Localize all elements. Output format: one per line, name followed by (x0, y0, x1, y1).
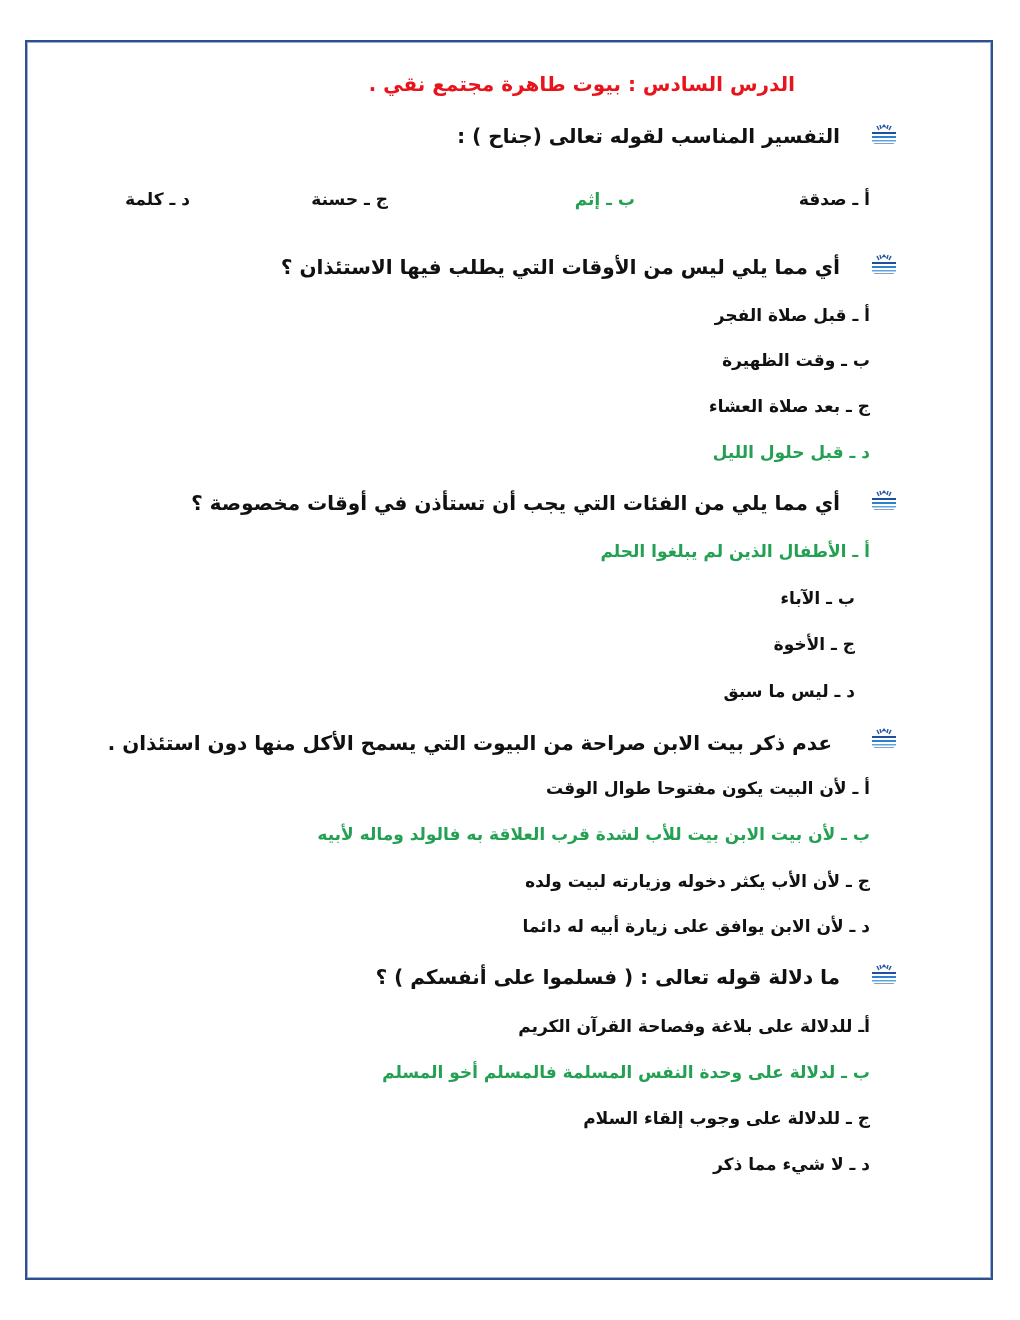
bullet-logo-icon (868, 252, 900, 276)
q1-option-a[interactable]: أ ـ صدقة (798, 190, 870, 210)
q4-option-b[interactable]: ب ـ لأن بيت الابن بيت للأب لشدة قرب العلاقة به فالولد وماله لأبيه (317, 825, 870, 845)
lesson-title: الدرس السادس : بيوت طاهرة مجتمع نقي . (368, 72, 795, 96)
q5-option-a[interactable]: أـ للدلالة على بلاغة وفصاحة القرآن الكريم (518, 1017, 870, 1037)
q2-option-b[interactable]: ب ـ وقت الظهيرة (722, 351, 870, 371)
q1-option-c[interactable]: ج ـ حسنة (311, 190, 388, 210)
q3-option-d[interactable]: د ـ ليس ما سبق (723, 682, 855, 702)
q3-option-c[interactable]: ج ـ الأخوة (773, 635, 855, 655)
q3-option-b[interactable]: ب ـ الآباء (780, 589, 855, 609)
q5-option-b[interactable]: ب ـ لدلالة على وحدة النفس المسلمة فالمسلم أخو المسلم (382, 1063, 870, 1083)
bullet-logo-icon (868, 122, 900, 146)
q1-option-d[interactable]: د ـ كلمة (125, 190, 190, 210)
q4-option-c[interactable]: ج ـ لأن الأب يكثر دخوله وزيارته لبيت ولده (525, 872, 870, 892)
q2-option-c[interactable]: ج ـ بعد صلاة العشاء (708, 397, 870, 417)
question-4: عدم ذكر بيت الابن صراحة من البيوت التي يسمح الأكل منها دون استئذان . (107, 731, 832, 755)
q5-option-c[interactable]: ج ـ للدلالة على وجوب إلقاء السلام (583, 1109, 870, 1129)
question-1: التفسير المناسب لقوله تعالى (جناح ) : (457, 124, 840, 148)
bullet-logo-icon (868, 488, 900, 512)
question-2: أي مما يلي ليس من الأوقات التي يطلب فيها الاستئذان ؟ (280, 255, 840, 279)
question-5: ما دلالة قوله تعالى : ( فسلموا على أنفسكم ) ؟ (375, 965, 840, 989)
question-3: أي مما يلي من الفئات التي يجب أن تستأذن في أوقات مخصوصة ؟ (191, 491, 840, 515)
q2-option-d[interactable]: د ـ قبل حلول الليل (712, 443, 870, 463)
q4-option-a[interactable]: أ ـ لأن البيت يكون مفتوحا طوال الوقت (546, 779, 870, 799)
q1-option-b[interactable]: ب ـ إثم (574, 190, 635, 210)
q4-option-d[interactable]: د ـ لأن الابن يوافق على زيارة أبيه له دائما (522, 917, 870, 937)
bullet-logo-icon (868, 962, 900, 986)
q2-option-a[interactable]: أ ـ قبل صلاة الفجر (714, 306, 870, 326)
bullet-logo-icon (868, 726, 900, 750)
page-border (25, 40, 993, 1280)
q3-option-a[interactable]: أ ـ الأطفال الذين لم يبلغوا الحلم (600, 542, 870, 562)
q5-option-d[interactable]: د ـ لا شيء مما ذكر (713, 1155, 870, 1175)
